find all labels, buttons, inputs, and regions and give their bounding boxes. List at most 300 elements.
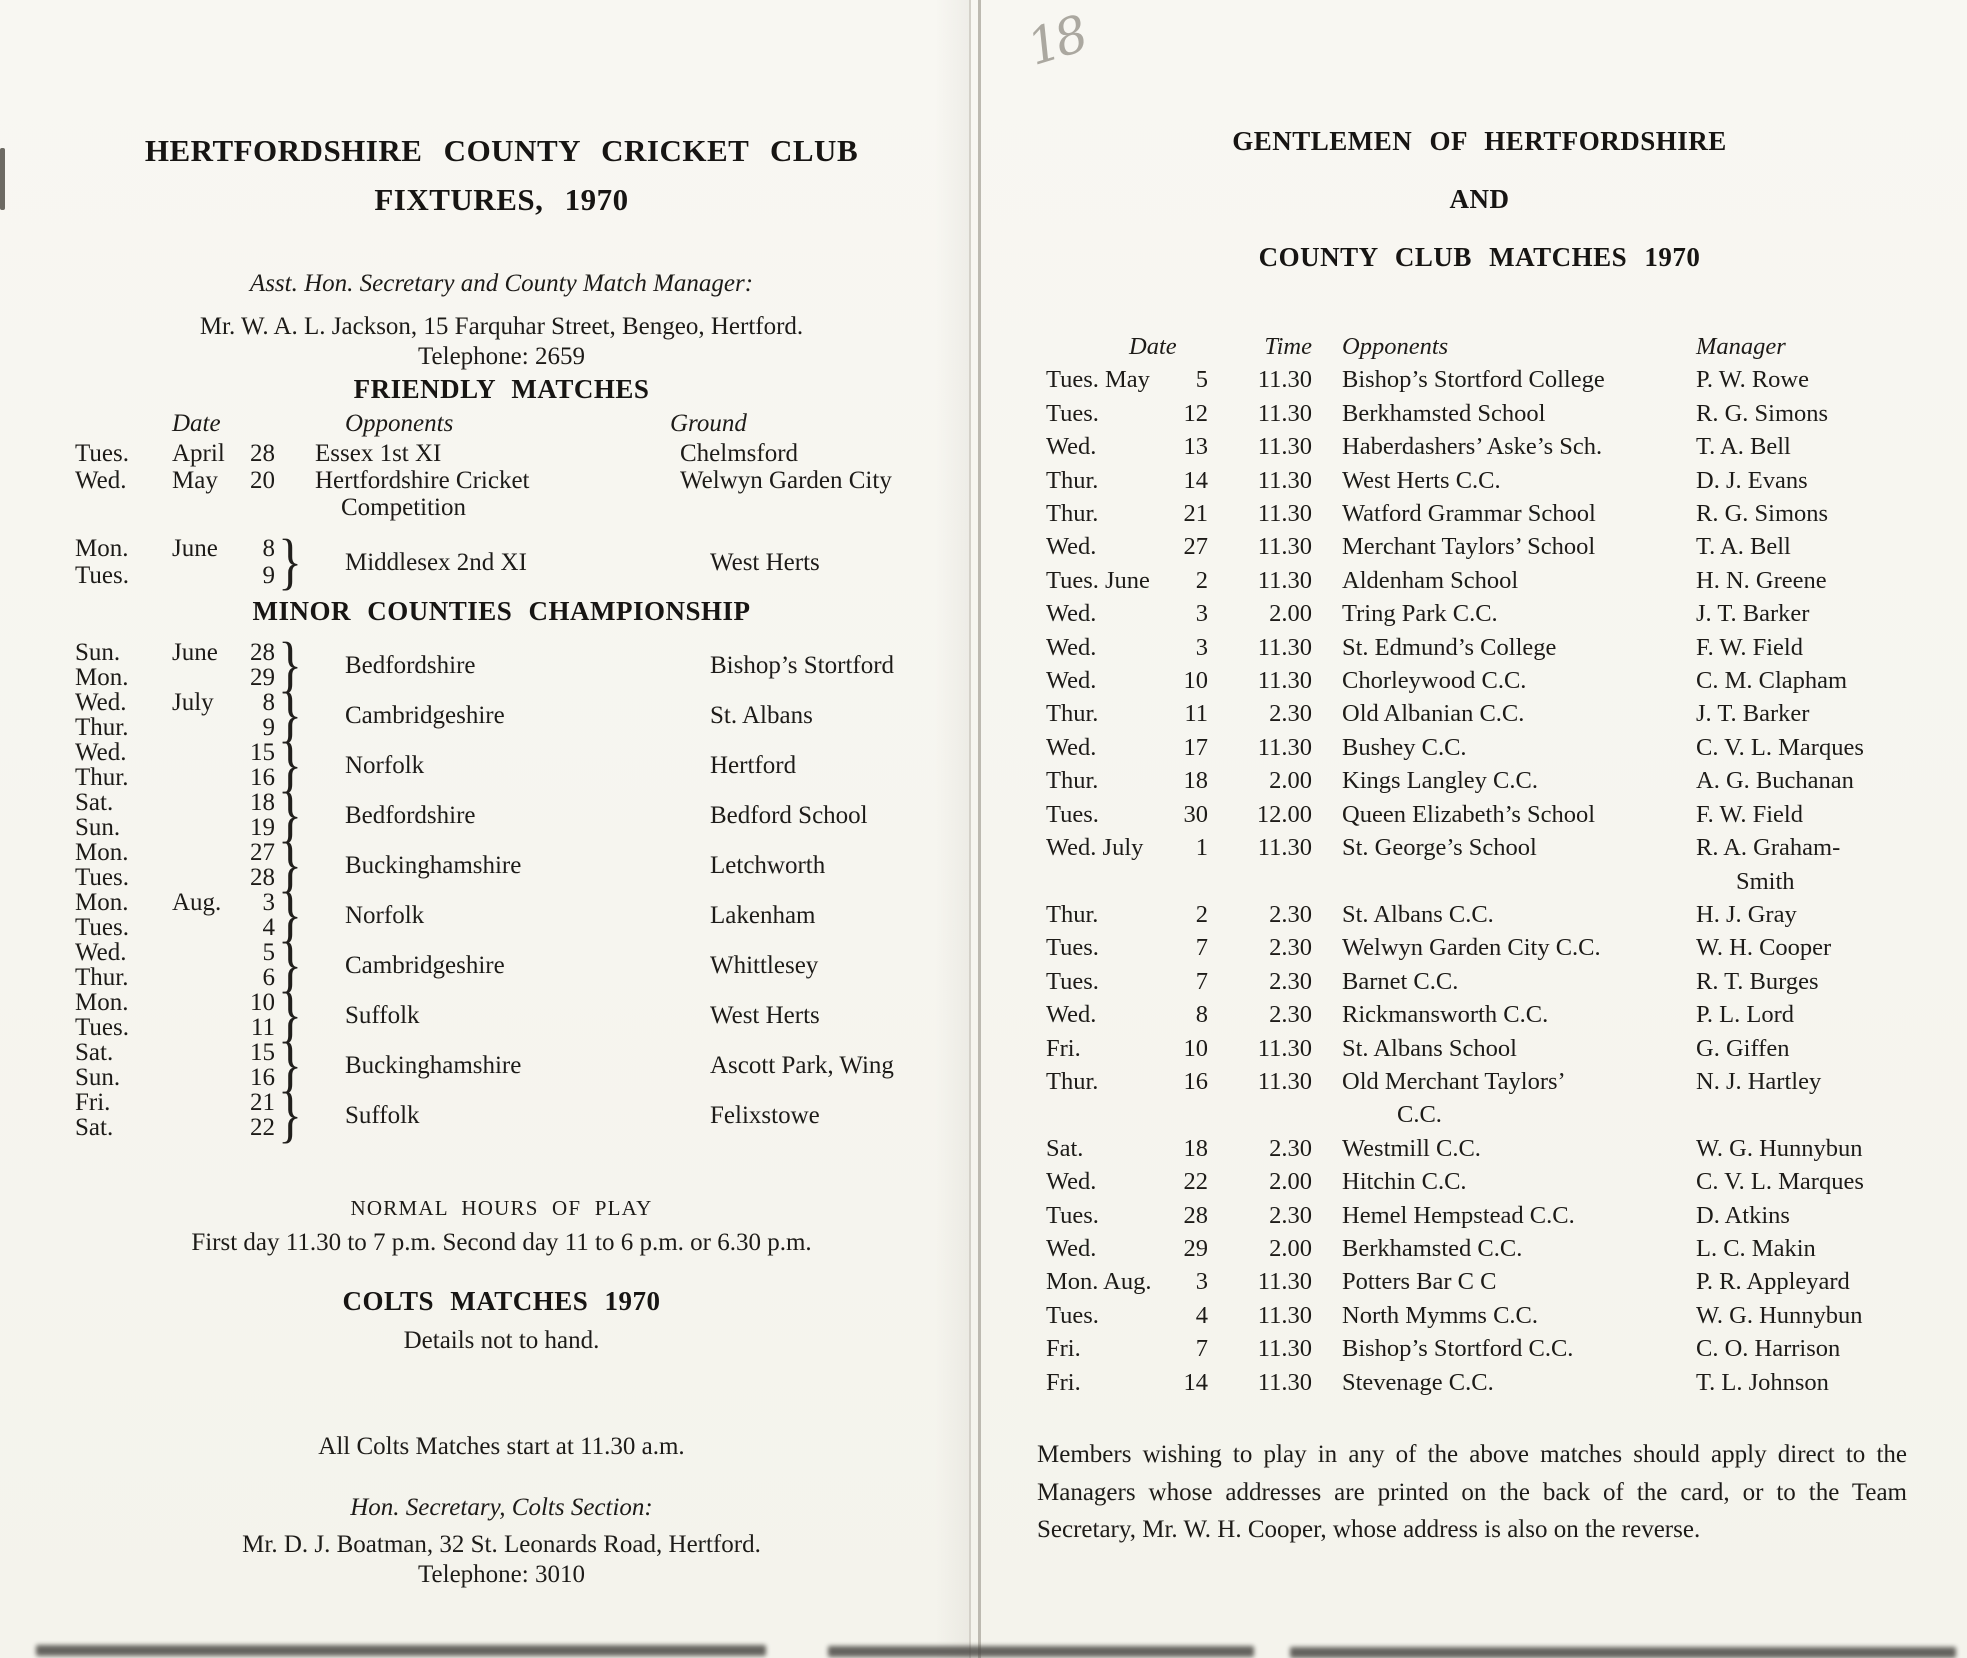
match-manager: R. G. Simons xyxy=(1696,500,1829,528)
match-manager: W. G. Hunnybun xyxy=(1696,1134,1863,1162)
match-time: 11.30 xyxy=(1257,1067,1312,1095)
match-row xyxy=(1046,497,1967,530)
match-opponent-line2: C.C. xyxy=(1397,1101,1442,1129)
fixture-day-number: 27 xyxy=(250,839,275,866)
fixture-dates xyxy=(75,840,275,890)
match-opponent: Hemel Hempstead C.C. xyxy=(1342,1201,1575,1229)
pencil-annotation: 18 xyxy=(1020,5,1091,77)
colts-secretary-phone: Telephone: 3010 xyxy=(418,1561,585,1588)
fixture-dates xyxy=(75,740,275,790)
colts-secretary-block xyxy=(0,1494,975,1590)
fixture-day-number: 9 xyxy=(262,714,275,741)
match-day-number: 12 xyxy=(1183,399,1208,427)
match-opponent: Welwyn Garden City C.C. xyxy=(1342,934,1601,962)
match-manager: H. N. Greene xyxy=(1696,566,1827,594)
match-date: Wed. xyxy=(1046,1001,1097,1029)
secretary-block xyxy=(0,270,975,372)
fixture-ground: West Herts xyxy=(710,1001,820,1029)
match-day-number: 21 xyxy=(1183,500,1208,528)
match-opponent: Kings Langley C.C. xyxy=(1342,767,1538,795)
match-opponent: Hitchin C.C. xyxy=(1342,1168,1467,1196)
match-time: 2.30 xyxy=(1269,967,1312,995)
match-date: Wed. July xyxy=(1046,834,1144,862)
match-opponent: North Mymms C.C. xyxy=(1342,1301,1539,1329)
match-date: Tues. June xyxy=(1046,566,1150,594)
fixture-opponent: Buckinghamshire xyxy=(345,1051,522,1079)
match-day-number: 18 xyxy=(1183,767,1208,795)
fixture-day: Sat. xyxy=(75,1114,114,1141)
fixture-day-number: 16 xyxy=(250,1064,275,1091)
column-header-manager: Manager xyxy=(1696,333,1786,360)
column-header-date: Date xyxy=(1129,333,1177,360)
fixture-month xyxy=(172,1065,245,1090)
fixture-day: Wed. xyxy=(75,689,127,716)
brace-icon: } xyxy=(278,1081,302,1149)
fixture-day-number: 9 xyxy=(262,562,275,589)
match-opponent: Berkhamsted School xyxy=(1342,399,1546,427)
fixture-month: July xyxy=(172,689,214,716)
match-date: Thur. xyxy=(1046,767,1099,795)
match-opponent: St. Albans School xyxy=(1342,1034,1517,1062)
hours-of-play-heading: NORMAL HOURS OF PLAY xyxy=(350,1196,653,1220)
match-manager: R. G. Simons xyxy=(1696,399,1829,427)
right-title-line3: COUNTY CLUB MATCHES 1970 xyxy=(1258,242,1701,272)
fixture-day-number: 15 xyxy=(250,1039,275,1066)
match-row xyxy=(1046,764,1967,797)
fixture-opponent: Norfolk xyxy=(345,901,425,929)
match-manager: J. T. Barker xyxy=(1696,700,1810,728)
match-manager: P. W. Rowe xyxy=(1696,366,1810,394)
match-day-number: 30 xyxy=(1183,800,1208,828)
club-title-line1: HERTFORDSHIRE COUNTY CRICKET CLUB xyxy=(144,133,859,168)
fixture-month xyxy=(172,940,245,965)
match-day-number: 2 xyxy=(1195,900,1208,928)
right-title-line2: AND xyxy=(1449,184,1510,214)
column-header-opponents: Opponents xyxy=(345,410,454,437)
match-date: Thur. xyxy=(1046,500,1099,528)
fixture-day-number: 16 xyxy=(250,764,275,791)
matches-table-header xyxy=(1046,330,1967,363)
fixture-month xyxy=(172,715,245,740)
column-header-opponents: Opponents xyxy=(1342,333,1449,360)
fixture-month xyxy=(172,1115,245,1140)
match-day-number: 7 xyxy=(1195,967,1208,995)
match-row xyxy=(1046,1232,1967,1265)
fixture-month xyxy=(172,990,245,1015)
fixture-day-number: 8 xyxy=(262,689,275,716)
match-time: 11.30 xyxy=(1257,466,1312,494)
match-row xyxy=(1046,597,1967,630)
fixture-day-number: 20 xyxy=(250,467,275,494)
match-time: 2.30 xyxy=(1269,1201,1312,1229)
match-opponent: Old Merchant Taylors’ xyxy=(1342,1067,1566,1095)
match-row xyxy=(1046,931,1967,964)
match-date: Wed. xyxy=(1046,533,1097,561)
match-day-number: 10 xyxy=(1183,1034,1208,1062)
match-opponent: Barnet C.C. xyxy=(1342,967,1459,995)
fixture-opponent: Cambridgeshire xyxy=(345,701,505,729)
fixture-opponent: Buckinghamshire xyxy=(345,851,522,879)
match-time: 2.30 xyxy=(1269,900,1312,928)
fixture-dates xyxy=(75,640,275,690)
fixture-ground: Hertford xyxy=(710,751,797,779)
match-date: Sat. xyxy=(1046,1134,1084,1162)
match-manager: C. V. L. Marques xyxy=(1696,733,1864,761)
match-manager: J. T. Barker xyxy=(1696,600,1810,628)
fixture-month xyxy=(172,1090,245,1115)
fixture-dates xyxy=(75,990,275,1040)
match-opponent: Stevenage C.C. xyxy=(1342,1368,1494,1396)
match-row xyxy=(1046,798,1967,831)
brace-icon: } xyxy=(278,981,302,1049)
match-row xyxy=(1046,464,1967,497)
brace-icon: } xyxy=(278,881,302,949)
fixture-dates xyxy=(75,940,275,990)
scan-artifact-bottom-left xyxy=(36,1645,766,1656)
fixture-ground: Chelmsford xyxy=(680,440,799,467)
fixture-month: April xyxy=(172,440,225,467)
match-row xyxy=(1046,1299,1967,1332)
brace-icon: } xyxy=(278,731,302,799)
fixture-month: June xyxy=(172,535,218,562)
fixture-month: May xyxy=(172,467,218,494)
match-time: 11.30 xyxy=(1257,500,1312,528)
match-time: 12.00 xyxy=(1256,800,1312,828)
fixture-day: Sat. xyxy=(75,1039,114,1066)
match-day-number: 17 xyxy=(1183,733,1208,761)
match-time: 11.30 xyxy=(1257,733,1312,761)
fixture-day-number: 28 xyxy=(250,639,275,666)
match-date: Thur. xyxy=(1046,700,1099,728)
page-fold-line xyxy=(978,0,981,1658)
match-opponent: Bishop’s Stortford C.C. xyxy=(1342,1335,1574,1363)
match-date: Tues. May xyxy=(1046,366,1150,394)
fixture-ground: Letchworth xyxy=(710,851,826,879)
colts-matches-detail: Details not to hand. xyxy=(403,1327,600,1354)
match-manager: C. M. Clapham xyxy=(1696,667,1848,695)
fixture-opponent: Middlesex 2nd XI xyxy=(345,548,527,576)
match-time: 2.30 xyxy=(1269,1134,1312,1162)
fixture-row xyxy=(75,681,975,749)
match-manager: T. A. Bell xyxy=(1696,533,1791,561)
fixture-day: Tues. xyxy=(75,440,129,467)
match-manager: D. Atkins xyxy=(1696,1201,1790,1229)
match-date: Wed. xyxy=(1046,667,1097,695)
match-opponent: Bishop’s Stortford College xyxy=(1342,366,1605,394)
fixture-day: Tues. xyxy=(75,562,129,589)
match-opponent: Rickmansworth C.C. xyxy=(1342,1001,1549,1029)
left-page xyxy=(0,0,975,1658)
secretary-role: Asst. Hon. Secretary and County Match Manager: xyxy=(249,270,754,297)
match-row xyxy=(1046,965,1967,998)
match-time: 11.30 xyxy=(1257,399,1312,427)
fixture-month xyxy=(172,915,245,940)
fixture-ground: Felixstowe xyxy=(710,1101,820,1129)
fixture-day-number: 22 xyxy=(250,1114,275,1141)
fixture-month xyxy=(172,865,245,890)
fixture-ground: St. Albans xyxy=(710,701,813,729)
fixture-day-number: 29 xyxy=(250,664,275,691)
fixture-dates xyxy=(75,467,275,521)
fixture-row xyxy=(75,931,975,999)
right-title-line1: GENTLEMEN OF HERTFORDSHIRE xyxy=(1232,126,1727,156)
match-manager: L. C. Makin xyxy=(1696,1234,1816,1262)
match-row xyxy=(1046,1199,1967,1232)
match-opponent: St. Edmund’s College xyxy=(1342,633,1557,661)
match-date: Wed. xyxy=(1046,433,1097,461)
fixture-month: Aug. xyxy=(172,889,222,916)
match-day-number: 7 xyxy=(1195,934,1208,962)
match-manager: H. J. Gray xyxy=(1696,900,1797,928)
colts-matches-heading: COLTS MATCHES 1970 xyxy=(342,1286,661,1316)
minor-counties-table xyxy=(0,631,975,1149)
match-time: 11.30 xyxy=(1257,1268,1312,1296)
match-time: 2.30 xyxy=(1269,934,1312,962)
match-day-number: 8 xyxy=(1195,1001,1208,1029)
match-day-number: 14 xyxy=(1183,466,1208,494)
fixture-dates xyxy=(75,535,275,589)
fixture-day: Tues. xyxy=(75,1014,129,1041)
fixture-day-number: 3 xyxy=(262,889,275,916)
match-opponent: Tring Park C.C. xyxy=(1342,600,1498,628)
match-time: 11.30 xyxy=(1257,1335,1312,1363)
fixture-opponent: Bedfordshire xyxy=(345,801,476,829)
match-opponent: Merchant Taylors’ School xyxy=(1342,533,1596,561)
match-row xyxy=(1046,1165,1967,1198)
right-page xyxy=(992,0,1967,1658)
match-manager: D. J. Evans xyxy=(1696,466,1808,494)
fixture-day: Fri. xyxy=(75,1089,111,1116)
fixture-month xyxy=(172,1040,245,1065)
match-manager: G. Giffen xyxy=(1696,1034,1790,1062)
fixture-day: Wed. xyxy=(75,939,127,966)
match-time: 11.30 xyxy=(1257,533,1312,561)
match-row xyxy=(1046,397,1967,430)
fixture-opponent: Essex 1st XI xyxy=(315,440,442,467)
match-day-number: 7 xyxy=(1195,1335,1208,1363)
fixture-day-number: 4 xyxy=(262,914,275,941)
match-manager: P. L. Lord xyxy=(1696,1001,1794,1029)
fixture-dates xyxy=(75,690,275,740)
match-date: Thur. xyxy=(1046,1067,1099,1095)
friendly-matches-heading: FRIENDLY MATCHES xyxy=(353,374,650,404)
match-date: Tues. xyxy=(1046,1201,1099,1229)
fixture-row xyxy=(75,1081,975,1149)
match-opponent: St. George’s School xyxy=(1342,834,1537,862)
page-gutter-shadow xyxy=(935,0,969,1658)
match-date: Thur. xyxy=(1046,466,1099,494)
fixture-day: Thur. xyxy=(75,964,129,991)
fixture-row xyxy=(75,1031,975,1099)
secretary-name: Mr. W. A. L. Jackson, 15 Farquhar Street, Bengeo, Hertford. xyxy=(199,313,804,340)
fixture-day: Tues. xyxy=(75,864,129,891)
match-date: Wed. xyxy=(1046,600,1097,628)
fixture-dates xyxy=(75,1090,275,1140)
fixture-day-number: 28 xyxy=(250,440,275,467)
match-time: 11.30 xyxy=(1257,566,1312,594)
match-manager: R. A. Graham- xyxy=(1696,834,1841,862)
fixture-month xyxy=(172,665,245,690)
match-row xyxy=(1046,731,1967,764)
match-time: 11.30 xyxy=(1257,1034,1312,1062)
fixture-day: Tues. xyxy=(75,914,129,941)
match-time: 11.30 xyxy=(1257,366,1312,394)
match-day-number: 27 xyxy=(1183,533,1208,561)
match-time: 2.00 xyxy=(1269,767,1312,795)
brace-icon: } xyxy=(278,931,302,999)
fixture-day-number: 15 xyxy=(250,739,275,766)
match-date: Tues. xyxy=(1046,934,1099,962)
brace-icon: } xyxy=(278,1031,302,1099)
match-date: Mon. Aug. xyxy=(1046,1268,1152,1296)
match-day-number: 18 xyxy=(1183,1134,1208,1162)
match-day-number: 29 xyxy=(1183,1234,1208,1262)
match-row xyxy=(1046,664,1967,697)
match-opponent: Watford Grammar School xyxy=(1342,500,1596,528)
fixture-day-number: 19 xyxy=(250,814,275,841)
match-date: Wed. xyxy=(1046,1234,1097,1262)
match-opponent: Old Albanian C.C. xyxy=(1342,700,1525,728)
column-header-time: Time xyxy=(1264,333,1312,360)
match-row xyxy=(1046,1332,1967,1365)
colts-secretary-name: Mr. D. J. Boatman, 32 St. Leonards Road, Hertford. xyxy=(242,1531,761,1558)
match-opponent: Bushey C.C. xyxy=(1342,733,1467,761)
match-time: 2.00 xyxy=(1269,600,1312,628)
fixture-opponent: Norfolk xyxy=(345,751,425,779)
fixture-ground: Welwyn Garden City xyxy=(680,467,892,494)
fixture-ground: Whittlesey xyxy=(710,951,819,979)
fixture-day-number: 8 xyxy=(262,535,275,562)
fixture-row xyxy=(75,731,975,799)
match-date: Fri. xyxy=(1046,1368,1081,1396)
match-time: 2.30 xyxy=(1269,700,1312,728)
fixture-row xyxy=(75,831,975,899)
match-time: 11.30 xyxy=(1257,433,1312,461)
match-date: Wed. xyxy=(1046,733,1097,761)
match-day-number: 5 xyxy=(1195,366,1208,394)
fixture-dates xyxy=(75,790,275,840)
match-row xyxy=(1046,1065,1967,1132)
fixture-month xyxy=(172,965,245,990)
match-time: 11.30 xyxy=(1257,1368,1312,1396)
match-manager: W. G. Hunnybun xyxy=(1696,1301,1863,1329)
fixture-row xyxy=(75,528,975,596)
match-opponent: Haberdashers’ Aske’s Sch. xyxy=(1342,433,1603,461)
match-opponent: Queen Elizabeth’s School xyxy=(1342,800,1596,828)
match-day-number: 13 xyxy=(1183,433,1208,461)
fixture-day: Sun. xyxy=(75,814,121,841)
page-fold-line xyxy=(969,0,971,1658)
match-day-number: 11 xyxy=(1184,700,1208,728)
match-day-number: 3 xyxy=(1195,633,1208,661)
fixture-day: Wed. xyxy=(75,467,127,494)
club-title-line2: FIXTURES, 1970 xyxy=(374,182,629,217)
match-manager: C. V. L. Marques xyxy=(1696,1168,1864,1196)
match-row xyxy=(1046,998,1967,1031)
match-manager: C. O. Harrison xyxy=(1696,1335,1841,1363)
match-opponent: Aldenham School xyxy=(1342,566,1519,594)
match-day-number: 2 xyxy=(1195,566,1208,594)
fixture-day: Sun. xyxy=(75,639,121,666)
match-manager: F. W. Field xyxy=(1696,633,1803,661)
match-time: 11.30 xyxy=(1257,667,1312,695)
fixture-opponent: Hertfordshire Cricket xyxy=(315,467,530,494)
match-date: Wed. xyxy=(1046,633,1097,661)
fixture-ground: Ascott Park, Wing xyxy=(710,1051,894,1079)
match-row xyxy=(1046,564,1967,597)
fixture-day: Mon. xyxy=(75,664,129,691)
match-day-number: 1 xyxy=(1195,834,1208,862)
match-manager: F. W. Field xyxy=(1696,800,1803,828)
fixture-day: Thur. xyxy=(75,714,129,741)
fixture-day: Mon. xyxy=(75,839,129,866)
fixture-day-number: 18 xyxy=(250,789,275,816)
match-date: Tues. xyxy=(1046,1301,1099,1329)
fixture-ground: Bedford School xyxy=(710,801,868,829)
fixture-day: Sun. xyxy=(75,1064,121,1091)
match-manager: N. J. Hartley xyxy=(1696,1067,1822,1095)
fixture-month xyxy=(172,790,245,815)
match-opponent: Westmill C.C. xyxy=(1342,1134,1481,1162)
fixture-day: Mon. xyxy=(75,989,129,1016)
fixture-opponent: Suffolk xyxy=(345,1001,420,1029)
fixture-month xyxy=(172,840,245,865)
fixture-ground: Lakenham xyxy=(710,901,816,929)
minor-counties-heading: MINOR COUNTIES CHAMPIONSHIP xyxy=(252,596,751,626)
fixture-ground: West Herts xyxy=(710,548,820,576)
match-day-number: 3 xyxy=(1195,1268,1208,1296)
fixture-row xyxy=(75,440,975,467)
match-opponent: Berkhamsted C.C. xyxy=(1342,1234,1523,1262)
scan-artifact-bottom-right xyxy=(1290,1647,1956,1658)
match-row xyxy=(1046,898,1967,931)
match-manager: P. R. Appleyard xyxy=(1696,1268,1850,1296)
fixture-row xyxy=(75,631,975,699)
match-row xyxy=(1046,430,1967,463)
friendly-table-header xyxy=(75,410,975,438)
fixture-day: Thur. xyxy=(75,764,129,791)
fixture-day-number: 6 xyxy=(262,964,275,991)
match-time: 2.00 xyxy=(1269,1168,1312,1196)
club-title xyxy=(0,126,975,224)
match-manager: T. L. Johnson xyxy=(1696,1368,1829,1396)
hours-of-play-text: First day 11.30 to 7 p.m. Second day 11 to 6 p.m. or 6.30 p.m. xyxy=(191,1229,812,1256)
match-row xyxy=(1046,363,1967,396)
match-time: 11.30 xyxy=(1257,1301,1312,1329)
fixture-opponent: Suffolk xyxy=(345,1101,420,1129)
fixture-opponent-line2: Competition xyxy=(341,494,466,521)
secretary-phone: Telephone: 2659 xyxy=(418,343,585,370)
match-day-number: 28 xyxy=(1183,1201,1208,1229)
match-time: 2.30 xyxy=(1269,1001,1312,1029)
fixture-opponent: Bedfordshire xyxy=(345,651,476,679)
match-date: Fri. xyxy=(1046,1034,1081,1062)
match-time: 11.30 xyxy=(1257,633,1312,661)
match-row xyxy=(1046,631,1967,664)
match-day-number: 16 xyxy=(1183,1067,1208,1095)
match-manager: T. A. Bell xyxy=(1696,433,1791,461)
fixture-dates xyxy=(75,440,275,467)
match-date: Tues. xyxy=(1046,800,1099,828)
match-day-number: 14 xyxy=(1183,1368,1208,1396)
fixture-dates xyxy=(75,1040,275,1090)
match-row xyxy=(1046,1265,1967,1298)
fixture-day: Wed. xyxy=(75,739,127,766)
scan-edge-mark xyxy=(0,148,5,210)
fixture-day-number: 10 xyxy=(250,989,275,1016)
brace-icon: } xyxy=(278,681,302,749)
match-day-number: 10 xyxy=(1183,667,1208,695)
